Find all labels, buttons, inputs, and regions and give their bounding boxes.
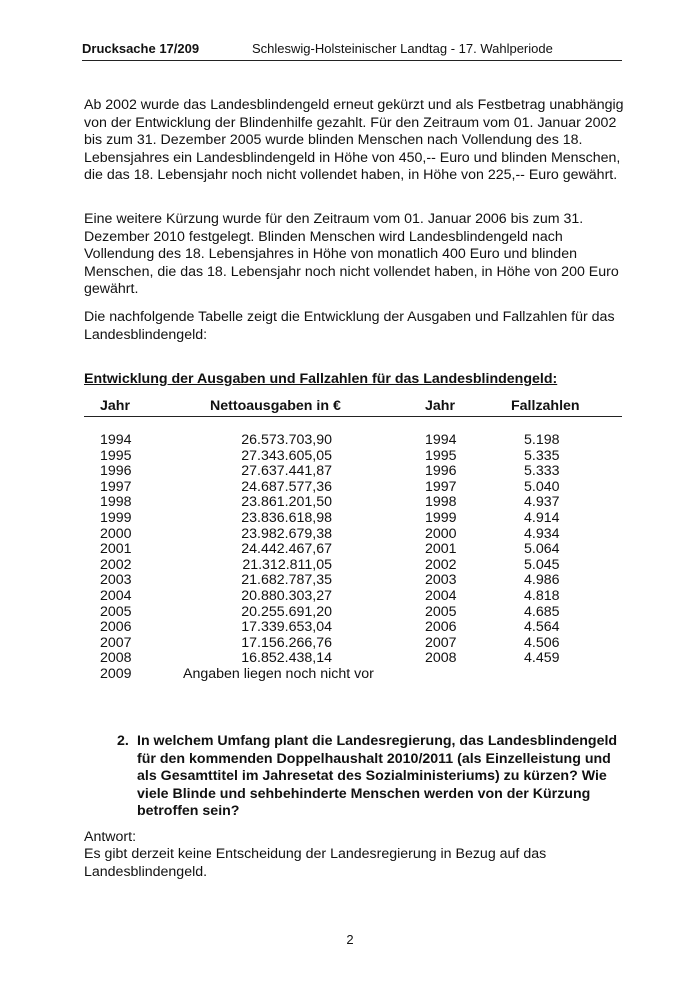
cell-net-expenditure: 21.682.787,35: [241, 572, 332, 589]
cell-case-number: 5.198: [524, 432, 560, 448]
table-row: [84, 620, 622, 636]
header-case-numbers: Fallzahlen: [511, 398, 580, 414]
paragraph-1: Ab 2002 wurde das Landesblindengeld erneut gekürzt und als Festbetrag unabhängig von der Entwicklung der Blindenhilfe gezahlt. Für den Zeitraum vom 01. Januar 2002 bis zum 31. Dezember 2005 wurde blinden Menschen nach Vollendung des 18. Lebensjahres ein Landesblindengeld in Höhe von 450,-- Euro und blinden Menschen, die das 18. Lebensjahr noch nicht vollendet haben, in Höhe von 225,-- Euro gewährt.: [84, 97, 624, 183]
cell-year: 2003: [100, 572, 132, 589]
table-row: [84, 449, 622, 465]
header-year-2: Jahr: [425, 398, 455, 414]
cell-case-number: 4.937: [524, 494, 560, 511]
table-row: [84, 651, 622, 667]
cell-net-expenditure: 26.573.703,90: [241, 432, 332, 448]
cell-year: 1995: [100, 447, 132, 464]
table-row: [84, 542, 622, 558]
cell-net-expenditure: 27.343.605,05: [241, 447, 332, 464]
question-number: 2.: [117, 733, 129, 749]
cell-net-expenditure: 27.637.441,87: [241, 463, 332, 480]
table-header-row: [84, 398, 622, 417]
table-row: [84, 636, 622, 652]
table-row: [84, 433, 622, 449]
cell-net-expenditure: 23.836.618,98: [241, 509, 332, 526]
cell-net-expenditure: 20.255.691,20: [241, 603, 332, 620]
cell-case-number: 5.045: [524, 556, 560, 573]
cell-year: 2005: [100, 603, 132, 620]
table-row: [84, 558, 622, 574]
cell-net-expenditure: 23.982.679,38: [241, 525, 332, 542]
cell-net-expenditure: 21.312.811,05: [242, 556, 332, 573]
table-row: [84, 589, 622, 605]
cell-year: 2008: [100, 650, 132, 667]
cell-case-number: 4.506: [524, 634, 560, 651]
cell-year-2: 2004: [425, 587, 457, 604]
cell-year-2: 2007: [425, 634, 457, 651]
table-row: [84, 527, 622, 543]
table-row: [84, 495, 622, 511]
page-header: [82, 38, 622, 61]
header-net-expenditure: Nettoausgaben in €: [210, 398, 341, 414]
cell-year: 1996: [100, 463, 132, 480]
table-body: [84, 433, 622, 683]
page-number: 2: [346, 932, 354, 947]
table-title: Entwicklung der Ausgaben und Fallzahlen für das Landesblindengeld:: [84, 371, 558, 387]
cell-note: Angaben liegen noch nicht vor: [183, 665, 374, 682]
cell-case-number: 4.459: [524, 650, 560, 667]
cell-year-2: 1997: [425, 478, 457, 495]
cell-year-2: 1996: [425, 463, 457, 480]
table-row: [84, 605, 622, 621]
cell-case-number: 5.040: [524, 478, 560, 495]
cell-year: 2007: [100, 634, 132, 651]
cell-case-number: 4.914: [524, 509, 560, 526]
paragraph-3: Die nachfolgende Tabelle zeigt die Entwicklung der Ausgaben und Fallzahlen für das Landesblindengeld:: [84, 309, 615, 343]
cell-case-number: 5.064: [524, 541, 560, 558]
cell-year: 2001: [100, 541, 132, 558]
question-2: [117, 733, 622, 821]
cell-net-expenditure: 16.852.438,14: [241, 650, 332, 667]
table-row: [84, 480, 622, 496]
cell-year: 2000: [100, 525, 132, 542]
header-year-1: Jahr: [100, 398, 130, 414]
cell-case-number: 4.564: [524, 619, 560, 636]
cell-case-number: 4.818: [524, 587, 560, 604]
cell-net-expenditure: 24.687.577,36: [241, 478, 332, 495]
cell-year: 1994: [100, 432, 132, 448]
cell-year-2: 1999: [425, 509, 457, 526]
answer-label: Antwort:: [84, 829, 137, 845]
table-row: [84, 573, 622, 589]
cell-case-number: 5.335: [524, 447, 560, 464]
cell-case-number: 4.685: [524, 603, 560, 620]
cell-case-number: 4.986: [524, 572, 560, 589]
cell-year-2: 2002: [425, 556, 457, 573]
question-text: In welchem Umfang plant die Landesregierung, das Landesblindengeld für den kommenden Doppelhaushalt 2010/2011 (als Einzelleistung und als Gesamttitel im Jahresetat des Sozialministeriums) zu kürzen? Wie viele Blinde und sehbehinderte Menschen werden von der Kürzung betroffen sein?: [137, 733, 618, 819]
cell-net-expenditure: 17.339.653,04: [241, 619, 332, 636]
expenditure-table: [84, 398, 622, 683]
cell-year: 2002: [100, 556, 132, 573]
cell-year: 1999: [100, 509, 132, 526]
cell-case-number: 5.333: [524, 463, 560, 480]
cell-year-2: 1994: [425, 432, 457, 448]
table-row-last: [84, 667, 622, 683]
cell-year-2: 2003: [425, 572, 457, 589]
cell-net-expenditure: 24.442.467,67: [241, 541, 332, 558]
table-row: [84, 464, 622, 480]
cell-year-2: 1998: [425, 494, 457, 511]
cell-year-2: 1995: [425, 447, 457, 464]
cell-year-2: 2008: [425, 650, 457, 667]
document-number: Drucksache 17/209: [82, 41, 200, 56]
cell-case-number: 4.934: [524, 525, 560, 542]
cell-net-expenditure: 23.861.201,50: [241, 494, 332, 511]
cell-year: 2009: [100, 665, 132, 682]
cell-year: 2006: [100, 619, 132, 636]
cell-year: 2004: [100, 587, 132, 604]
cell-year-2: 2000: [425, 525, 457, 542]
table-row: [84, 511, 622, 527]
cell-year: 1998: [100, 494, 132, 511]
parliament-title: Schleswig-Holsteinischer Landtag - 17. Wahlperiode: [252, 41, 553, 56]
paragraph-2: Eine weitere Kürzung wurde für den Zeitraum vom 01. Januar 2006 bis zum 31. Dezember 2010 festgelegt. Blinden Menschen wird Landesblindengeld nach Vollendung des 18. Lebensjahres in Höhe von monatlich 400 Euro und blinden Menschen, die das 18. Lebensjahr noch nicht vollendet haben, in Höhe von 200 Euro gewährt.: [84, 211, 619, 297]
cell-net-expenditure: 17.156.266,76: [241, 634, 332, 651]
cell-year-2: 2001: [425, 541, 457, 558]
cell-year: 1997: [100, 478, 132, 495]
cell-net-expenditure: 20.880.303,27: [241, 587, 332, 604]
cell-year-2: 2006: [425, 619, 457, 636]
cell-year-2: 2005: [425, 603, 457, 620]
answer-text: Es gibt derzeit keine Entscheidung der Landesregierung in Bezug auf das Landesblindengeld.: [84, 846, 547, 880]
